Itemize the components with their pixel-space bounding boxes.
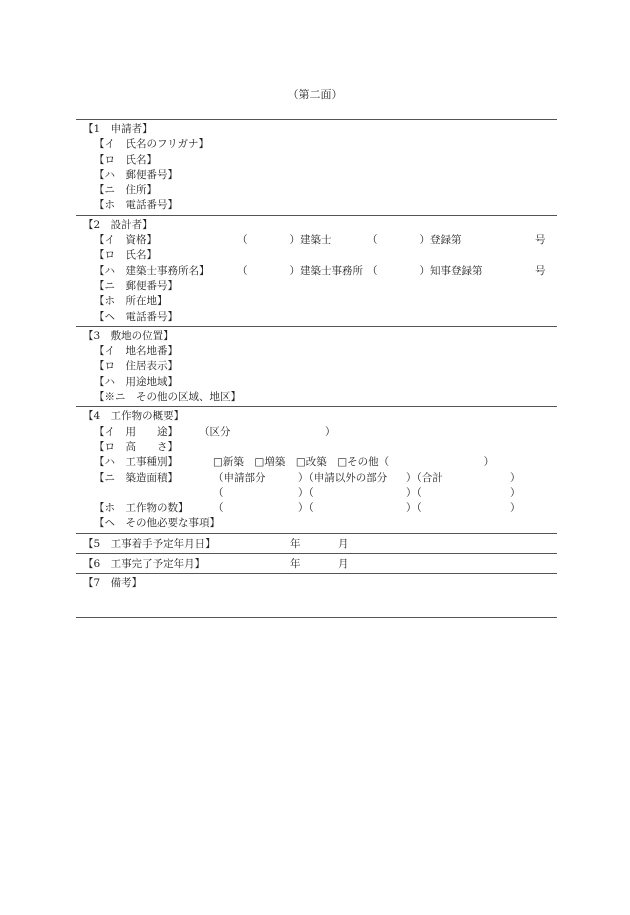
- section-work-completion: [76, 554, 557, 574]
- work-start-year: 年: [290, 537, 301, 550]
- applicant-address-label: 【ニ 住所】: [94, 184, 157, 197]
- structure-use-category: （区分 ）: [199, 425, 336, 438]
- designer-postal-label: 【ニ 郵便番号】: [94, 279, 178, 292]
- designer-phone-label: 【ヘ 電話番号】: [94, 310, 178, 323]
- applicant-heading: 【1 申請者】: [83, 123, 153, 135]
- structure-count-total: ）（: [406, 502, 422, 515]
- structure-count-applied: （: [213, 502, 224, 515]
- designer-architect-class: （ ）建築士: [237, 234, 332, 247]
- work-completion-label: 【6 工事完了予定年月】: [83, 557, 206, 570]
- designer-registration-go: 号: [535, 234, 546, 247]
- structure-area-other: ）（申請以外の部分: [298, 471, 388, 484]
- designer-office-class: （ ）建築士事務所: [237, 264, 363, 277]
- site-heading: 【3 敷地の位置】: [83, 329, 174, 342]
- structure-height-label: 【ロ 高 さ】: [94, 440, 178, 453]
- applicant-furigana-label: 【イ 氏名のフリガナ】: [94, 138, 209, 151]
- site-other-zone-label: 【※ニ その他の区域、地区】: [94, 391, 241, 404]
- section-applicant: [76, 120, 557, 216]
- work-start-label: 【5 工事着手予定年月日】: [83, 537, 216, 550]
- structure-count-close: ）: [510, 502, 521, 515]
- applicant-postal-label: 【ハ 郵便番号】: [94, 168, 178, 181]
- structure-work-type-label: 【ハ 工事種別】: [94, 456, 178, 469]
- section-remarks: [76, 574, 557, 618]
- work-completion-year: 年: [290, 557, 301, 570]
- structure-area-value-total: ）（: [406, 486, 422, 499]
- structure-count-label: 【ホ 工作物の数】: [94, 502, 189, 515]
- structure-use-label: 【イ 用 途】: [94, 425, 178, 438]
- designer-name-label: 【ロ 氏名】: [94, 249, 157, 262]
- application-form: [76, 119, 557, 618]
- designer-registration-no: （ ）登録第: [367, 234, 462, 247]
- structure-area-applied: （申請部分: [213, 471, 266, 484]
- work-completion-month: 月: [338, 557, 349, 570]
- structure-work-type-options: □新築 □増築 □改築 □その他（ ）: [213, 456, 495, 469]
- structure-area-value-applied: （: [213, 486, 224, 499]
- work-start-month: 月: [338, 537, 349, 550]
- site-use-zone-label: 【ハ 用途地域】: [94, 375, 178, 388]
- section-structure-overview: [76, 407, 557, 533]
- page-title: （第二面）: [287, 88, 343, 101]
- remarks-label: 【7 備考】: [83, 576, 143, 589]
- designer-office-registration-no: （ ）知事登録第: [367, 264, 483, 277]
- structure-heading: 【4 工作物の概要】: [83, 410, 185, 423]
- structure-area-value-other: ）（: [298, 486, 314, 499]
- structure-other-matters-label: 【ヘ その他必要な事項】: [94, 517, 220, 530]
- designer-location-label: 【ホ 所在地】: [94, 295, 168, 308]
- designer-heading: 【2 設計者】: [83, 218, 153, 231]
- structure-area-value-close: ）: [510, 486, 521, 499]
- site-residence-display-label: 【ロ 住居表示】: [94, 360, 178, 373]
- applicant-phone-label: 【ホ 電話番号】: [94, 199, 178, 212]
- structure-count-other: ）（: [298, 502, 314, 515]
- structure-area-label: 【ニ 築造面積】: [94, 471, 178, 484]
- site-lot-number-label: 【イ 地名地番】: [94, 345, 178, 358]
- section-work-start: [76, 534, 557, 554]
- section-site-location: [76, 327, 557, 407]
- structure-area-total: ）（合計: [406, 471, 443, 484]
- applicant-name-label: 【ロ 氏名】: [94, 153, 157, 166]
- designer-office-registration-go: 号: [535, 264, 546, 277]
- designer-qualification-label: 【イ 資格】: [94, 234, 157, 247]
- section-designer: [76, 216, 557, 327]
- structure-area-close: ）: [510, 471, 521, 484]
- designer-office-name-label: 【ハ 建築士事務所名】: [94, 264, 210, 277]
